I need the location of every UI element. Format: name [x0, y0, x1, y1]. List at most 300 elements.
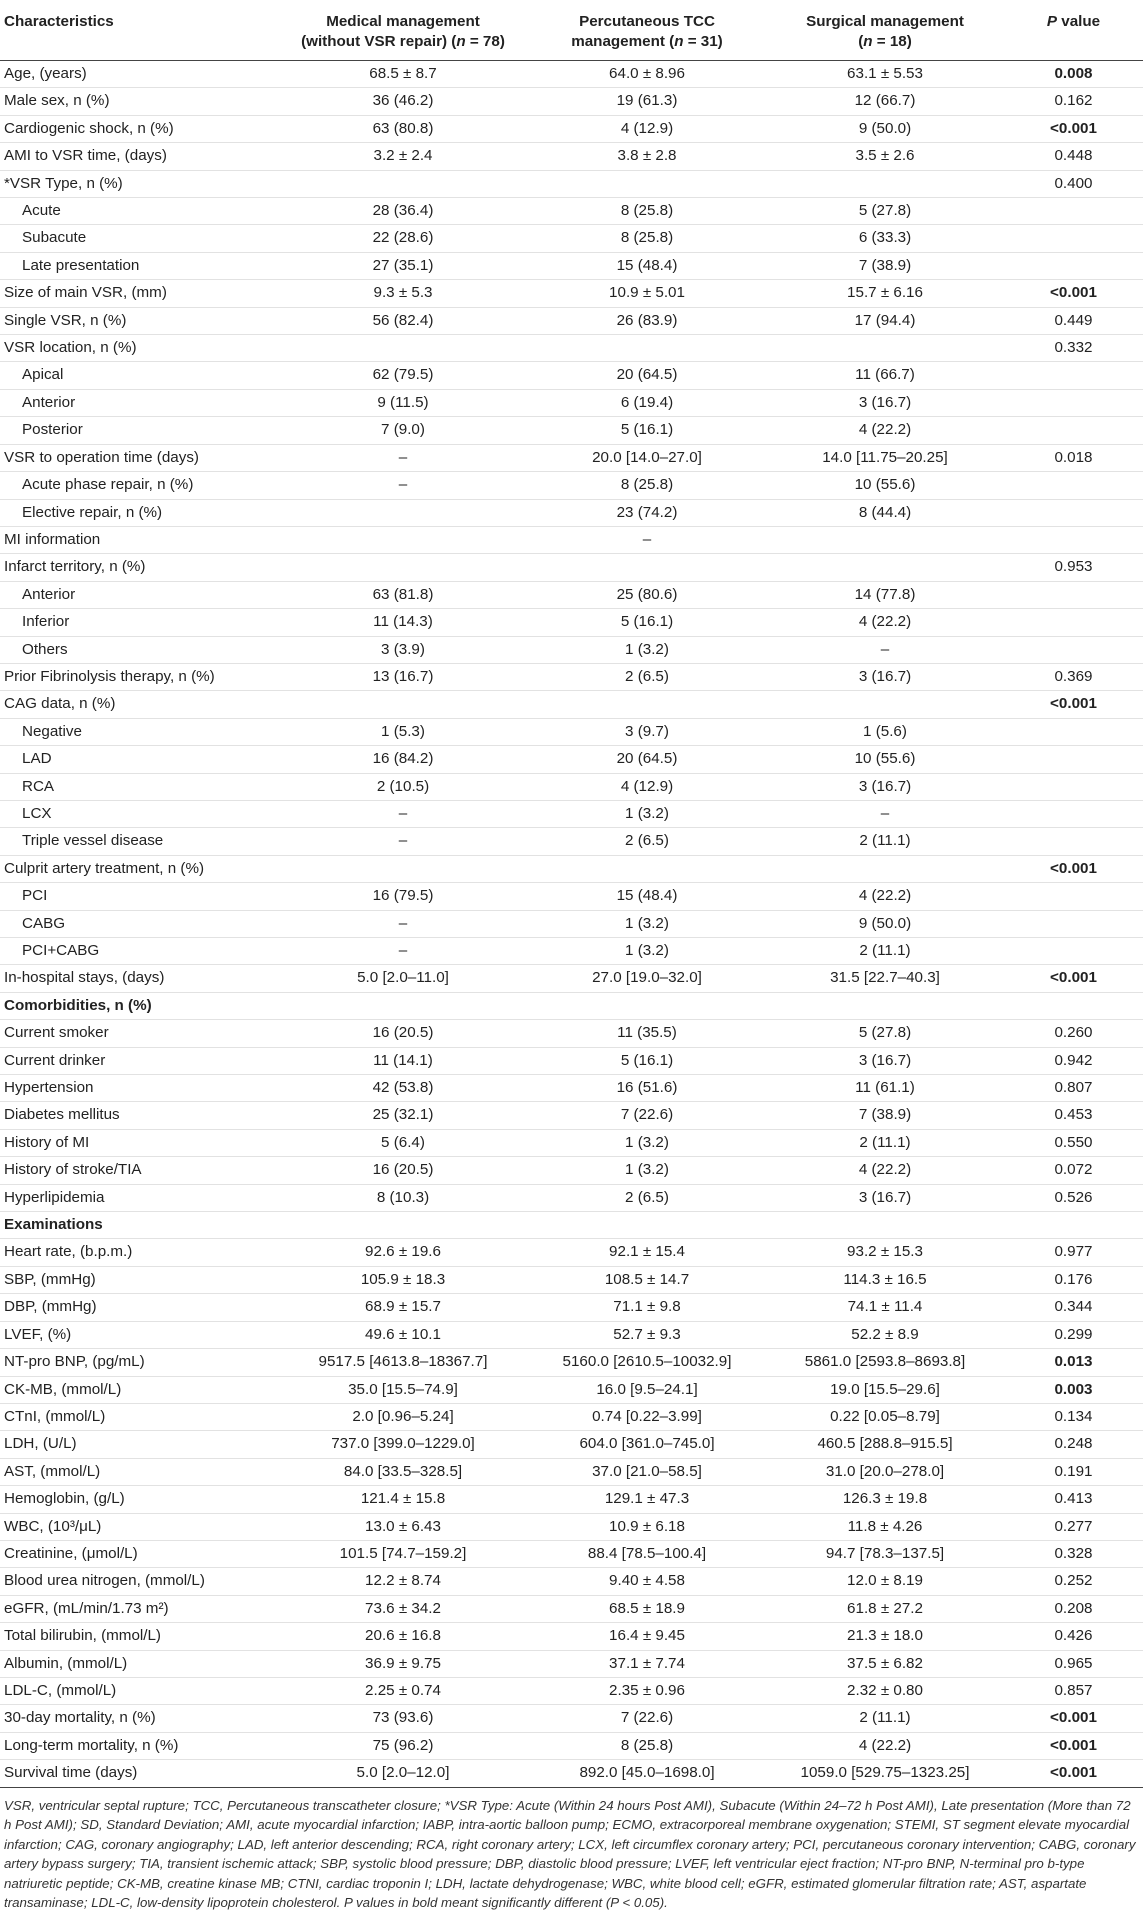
p-value: 0.413 — [1004, 1486, 1143, 1513]
table-row — [0, 1239, 1143, 1266]
percutaneous-value: 19 (61.3) — [528, 88, 766, 115]
p-value: <0.001 — [1004, 855, 1143, 882]
table-row — [0, 143, 1143, 170]
p-value — [1004, 883, 1143, 910]
percutaneous-value: 8 (25.8) — [528, 198, 766, 225]
medical-value: 16 (84.2) — [278, 746, 528, 773]
percutaneous-value: 27.0 [19.0–32.0] — [528, 965, 766, 992]
row-label: History of MI — [0, 1129, 278, 1156]
p-value: 0.449 — [1004, 307, 1143, 334]
surgical-value: 11 (61.1) — [766, 1075, 1004, 1102]
table-row — [0, 1403, 1143, 1430]
medical-value — [278, 992, 528, 1019]
table-row — [0, 472, 1143, 499]
row-label: VSR location, n (%) — [0, 335, 278, 362]
surgical-value: 11 (66.7) — [766, 362, 1004, 389]
row-label: SBP, (mmHg) — [0, 1266, 278, 1293]
table-row — [0, 115, 1143, 142]
percutaneous-value: 68.5 ± 18.9 — [528, 1595, 766, 1622]
surgical-value — [766, 170, 1004, 197]
table-row — [0, 554, 1143, 581]
row-label: Long-term mortality, n (%) — [0, 1732, 278, 1759]
p-value: 0.857 — [1004, 1677, 1143, 1704]
percutaneous-value — [528, 170, 766, 197]
medical-value — [278, 855, 528, 882]
medical-value: 63 (81.8) — [278, 581, 528, 608]
table-row — [0, 1129, 1143, 1156]
p-value: 0.208 — [1004, 1595, 1143, 1622]
row-label: Male sex, n (%) — [0, 88, 278, 115]
row-label: LDH, (U/L) — [0, 1431, 278, 1458]
percutaneous-value: 5 (16.1) — [528, 609, 766, 636]
row-label: Triple vessel disease — [0, 828, 278, 855]
p-value: 0.252 — [1004, 1568, 1143, 1595]
medical-value — [278, 499, 528, 526]
surgical-value: 10 (55.6) — [766, 472, 1004, 499]
surgical-value — [766, 992, 1004, 1019]
surgical-value: 31.0 [20.0–278.0] — [766, 1458, 1004, 1485]
p-value — [1004, 581, 1143, 608]
medical-value: 28 (36.4) — [278, 198, 528, 225]
table-row — [0, 773, 1143, 800]
surgical-value: 1 (5.6) — [766, 718, 1004, 745]
medical-value: 101.5 [74.7–159.2] — [278, 1540, 528, 1567]
row-label: Total bilirubin, (mmol/L) — [0, 1623, 278, 1650]
row-label: In-hospital stays, (days) — [0, 965, 278, 992]
medical-value: 5.0 [2.0–11.0] — [278, 965, 528, 992]
percutaneous-value: 15 (48.4) — [528, 252, 766, 279]
percutaneous-value: 26 (83.9) — [528, 307, 766, 334]
table-row — [0, 88, 1143, 115]
row-label: History of stroke/TIA — [0, 1157, 278, 1184]
table-row — [0, 1266, 1143, 1293]
percutaneous-value — [528, 335, 766, 362]
medical-value: – — [278, 800, 528, 827]
p-value: 0.328 — [1004, 1540, 1143, 1567]
medical-value: 22 (28.6) — [278, 225, 528, 252]
surgical-value: 4 (22.2) — [766, 417, 1004, 444]
surgical-value: 19.0 [15.5–29.6] — [766, 1376, 1004, 1403]
row-label: Cardiogenic shock, n (%) — [0, 115, 278, 142]
table-header — [0, 6, 1143, 61]
percutaneous-value: 20 (64.5) — [528, 362, 766, 389]
medical-value: – — [278, 472, 528, 499]
p-value: 0.526 — [1004, 1184, 1143, 1211]
surgical-value — [766, 554, 1004, 581]
percutaneous-value: 37.1 ± 7.74 — [528, 1650, 766, 1677]
surgical-value: 2.32 ± 0.80 — [766, 1677, 1004, 1704]
surgical-value — [766, 1212, 1004, 1239]
percutaneous-value: 7 (22.6) — [528, 1705, 766, 1732]
surgical-value: 1059.0 [529.75–1323.25] — [766, 1760, 1004, 1787]
p-value — [1004, 417, 1143, 444]
p-value: 0.344 — [1004, 1294, 1143, 1321]
surgical-value: 12.0 ± 8.19 — [766, 1568, 1004, 1595]
medical-value: 92.6 ± 19.6 — [278, 1239, 528, 1266]
p-value — [1004, 938, 1143, 965]
surgical-value: 31.5 [22.7–40.3] — [766, 965, 1004, 992]
p-value: 0.072 — [1004, 1157, 1143, 1184]
medical-value: 9517.5 [4613.8–18367.7] — [278, 1349, 528, 1376]
row-label: Late presentation — [0, 252, 278, 279]
medical-value: 42 (53.8) — [278, 1075, 528, 1102]
medical-value: 62 (79.5) — [278, 362, 528, 389]
percutaneous-value: 16.0 [9.5–24.1] — [528, 1376, 766, 1403]
medical-value: 75 (96.2) — [278, 1732, 528, 1759]
surgical-value: 12 (66.7) — [766, 88, 1004, 115]
percutaneous-value: 92.1 ± 15.4 — [528, 1239, 766, 1266]
surgical-value: 10 (55.6) — [766, 746, 1004, 773]
medical-value: 8 (10.3) — [278, 1184, 528, 1211]
row-label: LDL-C, (mmol/L) — [0, 1677, 278, 1704]
table-body — [0, 61, 1143, 1788]
surgical-value: 3 (16.7) — [766, 1047, 1004, 1074]
table-row — [0, 938, 1143, 965]
p-value: <0.001 — [1004, 965, 1143, 992]
surgical-value: 74.1 ± 11.4 — [766, 1294, 1004, 1321]
row-label: PCI — [0, 883, 278, 910]
row-label: Apical — [0, 362, 278, 389]
surgical-value: 3.5 ± 2.6 — [766, 143, 1004, 170]
medical-value: 9 (11.5) — [278, 389, 528, 416]
percutaneous-value: 2 (6.5) — [528, 1184, 766, 1211]
table-row — [0, 1431, 1143, 1458]
table-row — [0, 1705, 1143, 1732]
table-row — [0, 1184, 1143, 1211]
percutaneous-value: 1 (3.2) — [528, 1157, 766, 1184]
percutaneous-value: 71.1 ± 9.8 — [528, 1294, 766, 1321]
p-value — [1004, 1212, 1143, 1239]
p-value: 0.013 — [1004, 1349, 1143, 1376]
medical-value: 121.4 ± 15.8 — [278, 1486, 528, 1513]
p-value: 0.332 — [1004, 335, 1143, 362]
row-label: *VSR Type, n (%) — [0, 170, 278, 197]
surgical-value — [766, 855, 1004, 882]
p-value: <0.001 — [1004, 1760, 1143, 1787]
surgical-value: 61.8 ± 27.2 — [766, 1595, 1004, 1622]
medical-value: 68.5 ± 8.7 — [278, 61, 528, 88]
row-label: Negative — [0, 718, 278, 745]
row-label: Prior Fibrinolysis therapy, n (%) — [0, 663, 278, 690]
surgical-value: 11.8 ± 4.26 — [766, 1513, 1004, 1540]
table-row — [0, 636, 1143, 663]
p-value: 0.807 — [1004, 1075, 1143, 1102]
surgical-value — [766, 526, 1004, 553]
medical-value: 16 (20.5) — [278, 1020, 528, 1047]
percutaneous-value: 16.4 ± 9.45 — [528, 1623, 766, 1650]
row-label: Age, (years) — [0, 61, 278, 88]
medical-value: 5.0 [2.0–12.0] — [278, 1760, 528, 1787]
percutaneous-value — [528, 992, 766, 1019]
table-row — [0, 1102, 1143, 1129]
row-label: Comorbidities, n (%) — [0, 992, 278, 1019]
percutaneous-value: 20 (64.5) — [528, 746, 766, 773]
surgical-value: 21.3 ± 18.0 — [766, 1623, 1004, 1650]
p-value: 0.299 — [1004, 1321, 1143, 1348]
percutaneous-value: 9.40 ± 4.58 — [528, 1568, 766, 1595]
surgical-value: 17 (94.4) — [766, 307, 1004, 334]
row-label: Current drinker — [0, 1047, 278, 1074]
medical-value: 73 (93.6) — [278, 1705, 528, 1732]
p-value — [1004, 636, 1143, 663]
medical-value: 73.6 ± 34.2 — [278, 1595, 528, 1622]
percutaneous-value: 5 (16.1) — [528, 1047, 766, 1074]
percutaneous-value: 1 (3.2) — [528, 938, 766, 965]
header-characteristics: Characteristics — [0, 6, 278, 61]
surgical-value: 3 (16.7) — [766, 389, 1004, 416]
percutaneous-value: 892.0 [45.0–1698.0] — [528, 1760, 766, 1787]
table-row — [0, 280, 1143, 307]
percutaneous-value: 129.1 ± 47.3 — [528, 1486, 766, 1513]
p-value: 0.191 — [1004, 1458, 1143, 1485]
table-row — [0, 417, 1143, 444]
table-row — [0, 663, 1143, 690]
table-row — [0, 965, 1143, 992]
p-value: 0.942 — [1004, 1047, 1143, 1074]
surgical-value: 2 (11.1) — [766, 828, 1004, 855]
table-row — [0, 828, 1143, 855]
medical-value: 9.3 ± 5.3 — [278, 280, 528, 307]
medical-value: 11 (14.3) — [278, 609, 528, 636]
percutaneous-value: 0.74 [0.22–3.99] — [528, 1403, 766, 1430]
table-row — [0, 883, 1143, 910]
surgical-value: 2 (11.1) — [766, 1705, 1004, 1732]
p-value: 0.953 — [1004, 554, 1143, 581]
percutaneous-value: 20.0 [14.0–27.0] — [528, 444, 766, 471]
row-label: Anterior — [0, 581, 278, 608]
surgical-value — [766, 691, 1004, 718]
row-label: LAD — [0, 746, 278, 773]
percutaneous-value: 3 (9.7) — [528, 718, 766, 745]
p-value — [1004, 472, 1143, 499]
medical-value: 27 (35.1) — [278, 252, 528, 279]
surgical-value: 93.2 ± 15.3 — [766, 1239, 1004, 1266]
row-label: Subacute — [0, 225, 278, 252]
medical-value: – — [278, 828, 528, 855]
percutaneous-value: 8 (25.8) — [528, 472, 766, 499]
surgical-value: 63.1 ± 5.53 — [766, 61, 1004, 88]
medical-value: 5 (6.4) — [278, 1129, 528, 1156]
table-footnote: VSR, ventricular septal rupture; TCC, Percutaneous transcatheter closure; *VSR Type: Acute (Within 24 hours Post AMI), Subacute (Within 24–72 h Post AMI), Late presentation (More than 72 h Post AMI); SD, Standard Deviation; AMI, acute myocardial infarction; IABP, intra-aortic balloon pump; ECMO, extracorporeal membrane oxygenation; STEMI, ST segment elevate myocardial infarction; CAG, coronary angiography; LAD, left anterior descending; RCA, right coronary artery; LCX, left circumflex coronary artery; PCI, percutaneous coronary intervention; CABG, coronary artery bypass surgery; TIA, transient ischemic attack; SBP, systolic blood pressure; DBP, diastolic blood pressure; LVEF, left ventricular eject fraction; NT-pro BNP, N-terminal pro b-type natriuretic peptide; CK-MB, creatine kinase MB; CTNI, cardiac troponin I; LDH, lactate dehydrogenase; WBC, white blood cell; eGFR, estimated glomerular filtration rate; AST, aspartate transaminase; LDL-C, low-density lipoprotein cholesterol. P values in bold meant significantly different (P < 0.05). — [4, 1797, 1136, 1911]
medical-value — [278, 1212, 528, 1239]
table-row — [0, 1321, 1143, 1348]
table-row — [0, 499, 1143, 526]
medical-value: 2 (10.5) — [278, 773, 528, 800]
table-row — [0, 198, 1143, 225]
header-medical-management: Medical management (without VSR repair) (n = 78) — [278, 6, 528, 61]
row-label: CTnI, (mmol/L) — [0, 1403, 278, 1430]
medical-value: 63 (80.8) — [278, 115, 528, 142]
medical-value: 68.9 ± 15.7 — [278, 1294, 528, 1321]
percutaneous-value: 64.0 ± 8.96 — [528, 61, 766, 88]
row-label: Albumin, (mmol/L) — [0, 1650, 278, 1677]
medical-value — [278, 335, 528, 362]
table-row — [0, 1595, 1143, 1622]
p-value: 0.400 — [1004, 170, 1143, 197]
percutaneous-value: 4 (12.9) — [528, 773, 766, 800]
percutaneous-value — [528, 691, 766, 718]
p-value — [1004, 362, 1143, 389]
percutaneous-value: 5 (16.1) — [528, 417, 766, 444]
row-label: Acute — [0, 198, 278, 225]
table-row — [0, 526, 1143, 553]
row-label: Hemoglobin, (g/L) — [0, 1486, 278, 1513]
percutaneous-value: 11 (35.5) — [528, 1020, 766, 1047]
medical-value — [278, 554, 528, 581]
table-row — [0, 1650, 1143, 1677]
table-row — [0, 335, 1143, 362]
row-label: LCX — [0, 800, 278, 827]
surgical-value: 5 (27.8) — [766, 1020, 1004, 1047]
medical-value: 20.6 ± 16.8 — [278, 1623, 528, 1650]
header-row — [0, 6, 1143, 61]
surgical-value: 4 (22.2) — [766, 1732, 1004, 1759]
row-label: Blood urea nitrogen, (mmol/L) — [0, 1568, 278, 1595]
percutaneous-value: 10.9 ± 5.01 — [528, 280, 766, 307]
surgical-value: 52.2 ± 8.9 — [766, 1321, 1004, 1348]
percutaneous-value: 5160.0 [2610.5–10032.9] — [528, 1349, 766, 1376]
table-row — [0, 61, 1143, 88]
p-value: <0.001 — [1004, 280, 1143, 307]
row-label: PCI+CABG — [0, 938, 278, 965]
row-label: RCA — [0, 773, 278, 800]
row-label: Survival time (days) — [0, 1760, 278, 1787]
percutaneous-value: 2 (6.5) — [528, 663, 766, 690]
percutaneous-value: 16 (51.6) — [528, 1075, 766, 1102]
table-row — [0, 1157, 1143, 1184]
medical-value — [278, 526, 528, 553]
table-row — [0, 800, 1143, 827]
table-row — [0, 1732, 1143, 1759]
percutaneous-value: 4 (12.9) — [528, 115, 766, 142]
table-row — [0, 1458, 1143, 1485]
table-row — [0, 855, 1143, 882]
medical-value: 3.2 ± 2.4 — [278, 143, 528, 170]
p-value: 0.550 — [1004, 1129, 1143, 1156]
surgical-value: 9 (50.0) — [766, 115, 1004, 142]
table-row — [0, 609, 1143, 636]
percutaneous-value: 1 (3.2) — [528, 636, 766, 663]
percutaneous-value: 1 (3.2) — [528, 800, 766, 827]
percutaneous-value: 1 (3.2) — [528, 1129, 766, 1156]
p-value: 0.277 — [1004, 1513, 1143, 1540]
surgical-value: 14.0 [11.75–20.25] — [766, 444, 1004, 471]
table-row — [0, 170, 1143, 197]
percutaneous-value: 8 (25.8) — [528, 225, 766, 252]
medical-value: 13 (16.7) — [278, 663, 528, 690]
p-value: <0.001 — [1004, 115, 1143, 142]
surgical-value: 2 (11.1) — [766, 1129, 1004, 1156]
percutaneous-value: 15 (48.4) — [528, 883, 766, 910]
p-value: <0.001 — [1004, 1705, 1143, 1732]
medical-value: 16 (79.5) — [278, 883, 528, 910]
percutaneous-value: 37.0 [21.0–58.5] — [528, 1458, 766, 1485]
surgical-value: 5861.0 [2593.8–8693.8] — [766, 1349, 1004, 1376]
surgical-value: 9 (50.0) — [766, 910, 1004, 937]
p-value: 0.018 — [1004, 444, 1143, 471]
row-label: Hyperlipidemia — [0, 1184, 278, 1211]
medical-value: 13.0 ± 6.43 — [278, 1513, 528, 1540]
p-value — [1004, 252, 1143, 279]
percutaneous-value: 25 (80.6) — [528, 581, 766, 608]
surgical-value: 5 (27.8) — [766, 198, 1004, 225]
surgical-value: 460.5 [288.8–915.5] — [766, 1431, 1004, 1458]
row-label: Heart rate, (b.p.m.) — [0, 1239, 278, 1266]
medical-value: 36 (46.2) — [278, 88, 528, 115]
table-row — [0, 1376, 1143, 1403]
medical-value: 3 (3.9) — [278, 636, 528, 663]
surgical-value: 3 (16.7) — [766, 1184, 1004, 1211]
p-value — [1004, 718, 1143, 745]
p-value — [1004, 773, 1143, 800]
table-row — [0, 1020, 1143, 1047]
p-value: 0.453 — [1004, 1102, 1143, 1129]
percutaneous-value: 604.0 [361.0–745.0] — [528, 1431, 766, 1458]
p-value: 0.426 — [1004, 1623, 1143, 1650]
row-label: Diabetes mellitus — [0, 1102, 278, 1129]
percutaneous-value: 8 (25.8) — [528, 1732, 766, 1759]
table-row — [0, 1513, 1143, 1540]
surgical-value: 15.7 ± 6.16 — [766, 280, 1004, 307]
p-value: 0.448 — [1004, 143, 1143, 170]
surgical-value: 14 (77.8) — [766, 581, 1004, 608]
table-row — [0, 910, 1143, 937]
row-label: Others — [0, 636, 278, 663]
table-row — [0, 1486, 1143, 1513]
p-value: 0.003 — [1004, 1376, 1143, 1403]
medical-value — [278, 691, 528, 718]
row-label: Anterior — [0, 389, 278, 416]
table-row — [0, 389, 1143, 416]
surgical-value — [766, 335, 1004, 362]
p-value — [1004, 828, 1143, 855]
table-row — [0, 1349, 1143, 1376]
row-label: Size of main VSR, (mm) — [0, 280, 278, 307]
percutaneous-value — [528, 1212, 766, 1239]
surgical-value: 7 (38.9) — [766, 252, 1004, 279]
row-label: 30-day mortality, n (%) — [0, 1705, 278, 1732]
row-label: WBC, (10³/μL) — [0, 1513, 278, 1540]
surgical-value: 37.5 ± 6.82 — [766, 1650, 1004, 1677]
percutaneous-value: 23 (74.2) — [528, 499, 766, 526]
p-value: 0.260 — [1004, 1020, 1143, 1047]
surgical-value: – — [766, 800, 1004, 827]
percutaneous-value: 3.8 ± 2.8 — [528, 143, 766, 170]
surgical-value: 0.22 [0.05–8.79] — [766, 1403, 1004, 1430]
row-label: Hypertension — [0, 1075, 278, 1102]
row-label: DBP, (mmHg) — [0, 1294, 278, 1321]
characteristics-table — [0, 6, 1143, 1788]
percutaneous-value: 1 (3.2) — [528, 910, 766, 937]
p-value: 0.134 — [1004, 1403, 1143, 1430]
percutaneous-value: 52.7 ± 9.3 — [528, 1321, 766, 1348]
medical-value: – — [278, 910, 528, 937]
surgical-value: 94.7 [78.3–137.5] — [766, 1540, 1004, 1567]
row-label: Culprit artery treatment, n (%) — [0, 855, 278, 882]
row-label: Single VSR, n (%) — [0, 307, 278, 334]
row-label: MI information — [0, 526, 278, 553]
row-label: Current smoker — [0, 1020, 278, 1047]
p-value — [1004, 910, 1143, 937]
table-row — [0, 225, 1143, 252]
p-value — [1004, 800, 1143, 827]
p-value — [1004, 609, 1143, 636]
row-label: Examinations — [0, 1212, 278, 1239]
medical-value: 56 (82.4) — [278, 307, 528, 334]
table-row — [0, 718, 1143, 745]
row-label: Acute phase repair, n (%) — [0, 472, 278, 499]
p-value: 0.369 — [1004, 663, 1143, 690]
